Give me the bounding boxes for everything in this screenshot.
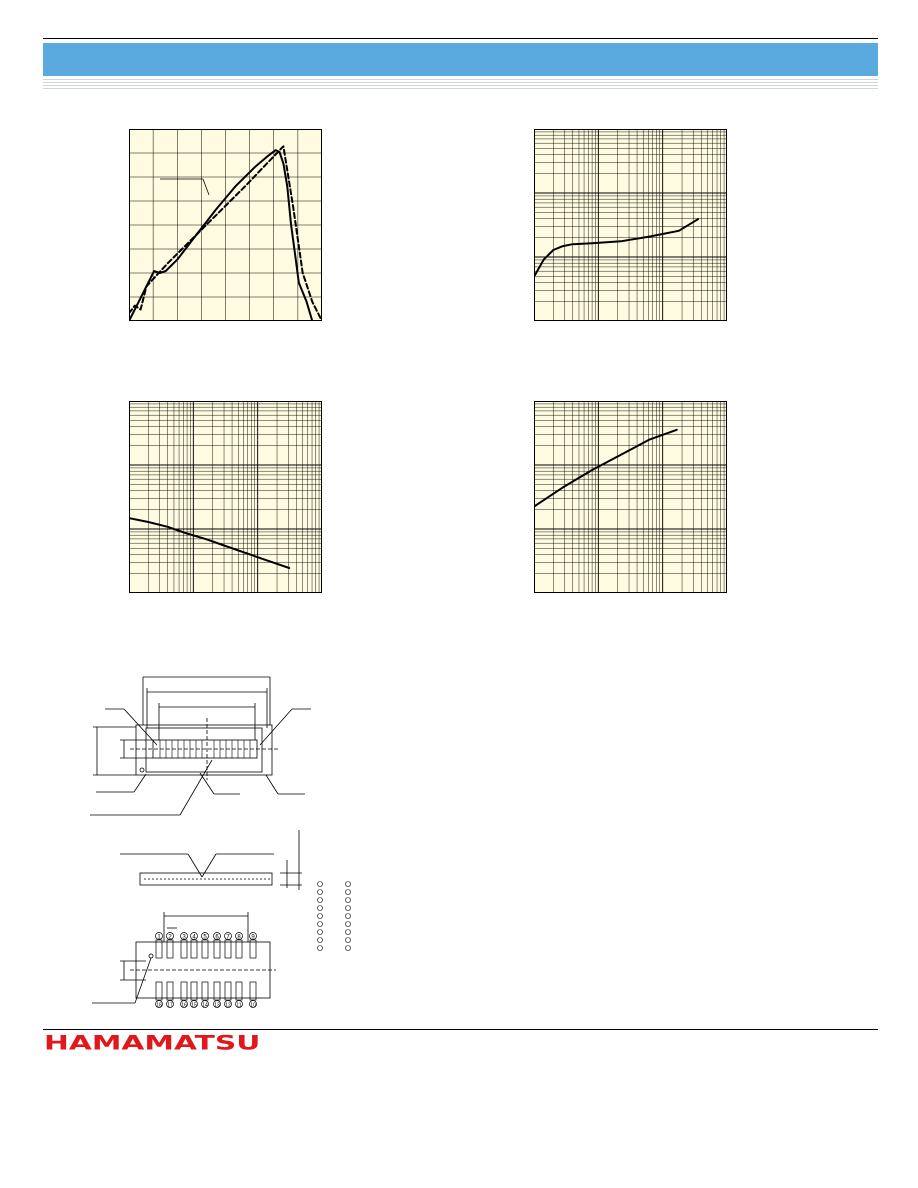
pin-number-label: 15	[191, 1002, 197, 1009]
pins-top-row	[156, 933, 257, 959]
pin-number-label: 10	[250, 1002, 256, 1009]
pin-number-label: 18	[156, 1002, 162, 1009]
pin-bottom	[181, 982, 187, 1000]
chart-spectral-response	[129, 129, 322, 321]
plot-area	[130, 402, 322, 593]
dimensional-outline-drawing	[80, 670, 380, 1025]
pin-number-label: 16	[181, 1002, 187, 1009]
pin-bottom	[167, 982, 173, 1000]
pin-number-label: 6	[215, 934, 219, 941]
pin-bottom	[225, 982, 231, 1000]
pin-top	[167, 940, 173, 958]
pin-top	[214, 940, 220, 958]
pin-number-label: 13	[214, 1002, 220, 1009]
chart-bottom-right	[534, 401, 727, 593]
pin-bottom	[250, 982, 256, 1000]
chart-top-right	[534, 129, 727, 321]
pin-top	[225, 940, 231, 958]
package-bottom-view	[92, 912, 276, 1003]
header-banner	[43, 43, 878, 76]
package-top-view	[90, 677, 311, 815]
banner-stripes	[43, 79, 878, 91]
pin-top	[202, 940, 208, 958]
pin-bottom	[191, 982, 197, 1000]
pin-number-label: 1	[157, 934, 161, 941]
pin-number-label: 4	[192, 934, 196, 941]
pin-bottom	[202, 982, 208, 1000]
pin-bottom	[156, 982, 162, 1000]
chart-bottom-left	[129, 401, 322, 593]
plot-area	[535, 130, 727, 321]
plot-area	[535, 402, 727, 593]
pin-bottom	[236, 982, 242, 1000]
pin-number-label: 5	[203, 934, 207, 941]
pin-number-label: 7	[226, 934, 230, 941]
pin-number-label: 14	[202, 1002, 208, 1009]
pin-top	[181, 940, 187, 958]
pin-number-label: 11	[236, 1002, 242, 1009]
pin-number-label: 3	[182, 934, 186, 941]
logo-wordmark: HAMAMATSU	[44, 1032, 261, 1055]
pin-number-label: 17	[167, 1002, 173, 1009]
pin-legend	[318, 882, 351, 951]
pin-top	[156, 940, 162, 958]
pin-number-label: 9	[251, 934, 255, 941]
pin-number-label: 8	[237, 934, 241, 941]
footer-rule	[43, 1029, 878, 1030]
pin-top	[191, 940, 197, 958]
hamamatsu-logo	[44, 1032, 261, 1055]
package-side-view	[120, 830, 302, 890]
pin-top	[236, 940, 242, 958]
pin-number-label: 12	[225, 1002, 231, 1009]
header-rule	[43, 38, 878, 39]
pin-number-label: 2	[168, 934, 172, 941]
pin-top	[250, 940, 256, 958]
pin-bottom	[214, 982, 220, 1000]
pins-bottom-row	[156, 982, 257, 1009]
